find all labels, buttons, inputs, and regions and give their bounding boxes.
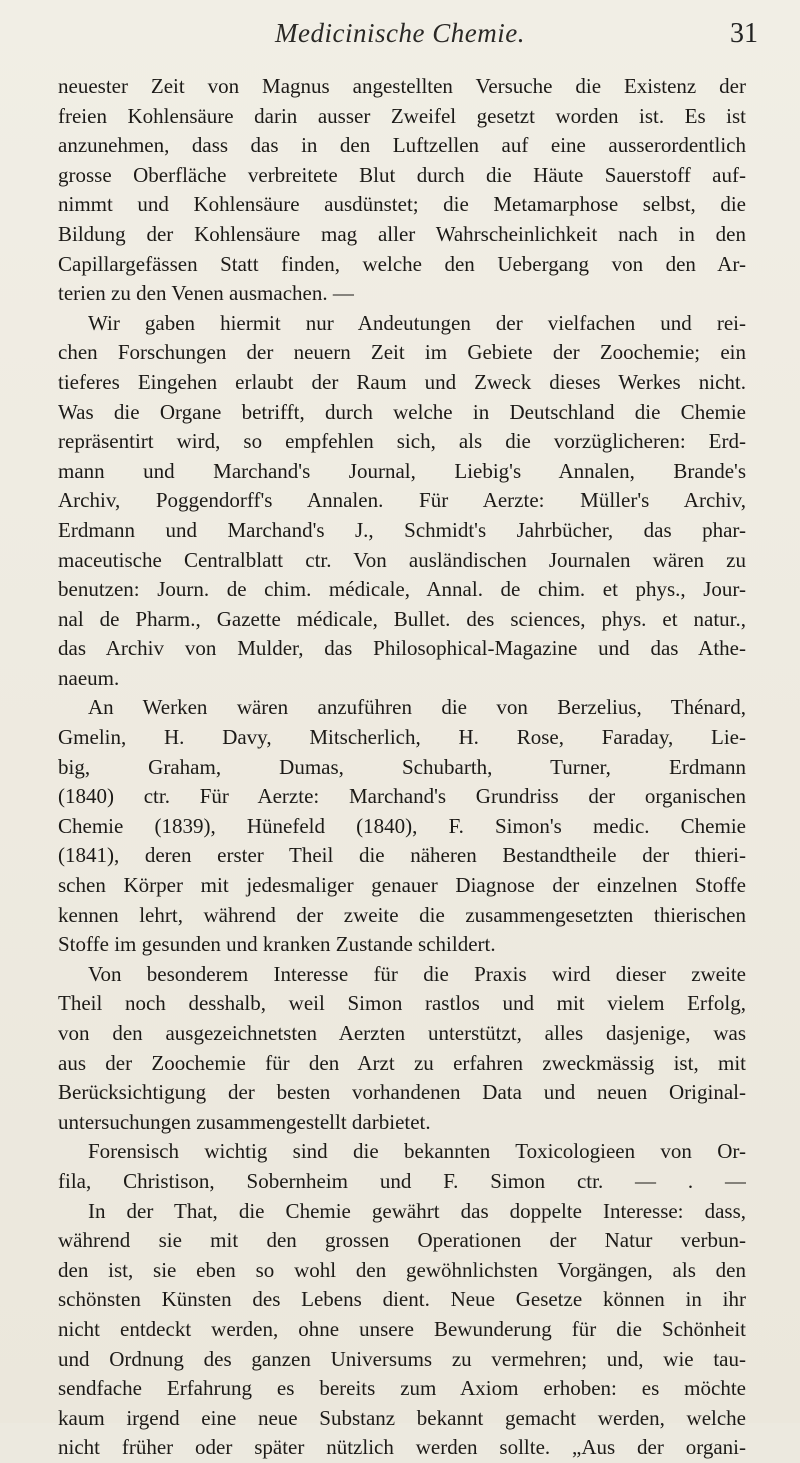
text-line: maceutische Centralblatt ctr. Von ausländischen Journalen wären zu — [58, 547, 746, 572]
text-line: An Werken wären anzuführen die von Berzelius, Thénard, — [88, 695, 746, 720]
text-line: Gmelin, H. Davy, Mitscherlich, H. Rose, Faraday, Lie- — [58, 725, 746, 750]
text-line: nicht entdeckt werden, ohne unsere Bewunderung für die Schönheit — [58, 1316, 746, 1341]
text-line: tieferes Eingehen erlaubt der Raum und Zweck dieses Werkes nicht. — [58, 369, 746, 394]
text-line: Wir gaben hiermit nur Andeutungen der vielfachen und rei- — [88, 310, 746, 335]
text-line: nicht früher oder später nützlich werden sollte. „Aus der organi- — [58, 1435, 746, 1460]
text-line: fila, Christison, Sobernheim und F. Simon ctr. — . — — [58, 1168, 746, 1193]
text-line: kaum irgend eine neue Substanz bekannt gemacht werden, welche — [58, 1405, 746, 1430]
text-line: chen Forschungen der neuern Zeit im Gebiete der Zoochemie; ein — [58, 340, 746, 365]
text-line: während sie mit den grossen Operationen der Natur verbun- — [58, 1228, 746, 1253]
text-line: (1841), deren erster Theil die näheren Bestandtheile der thieri- — [58, 843, 746, 868]
text-line: benutzen: Journ. de chim. médicale, Annal. de chim. et phys., Jour- — [58, 577, 746, 602]
text-line: Capillargefässen Statt finden, welche den Uebergang von den Ar- — [58, 251, 746, 276]
text-line: und Ordnung des ganzen Universums zu vermehren; und, wie tau- — [58, 1346, 746, 1371]
text-line: Von besonderem Interesse für die Praxis wird dieser zweite — [88, 961, 746, 986]
text-line: Archiv, Poggendorff's Annalen. Für Aerzte: Müller's Archiv, — [58, 488, 746, 513]
text-line: nimmt und Kohlensäure ausdünstet; die Metamarphose selbst, die — [58, 192, 746, 217]
text-line: Bildung der Kohlensäure mag aller Wahrscheinlichkeit nach in den — [58, 221, 746, 246]
text-line: repräsentirt wird, so empfehlen sich, als die vorzüglicheren: Erd- — [58, 429, 746, 454]
text-line: Forensisch wichtig sind die bekannten Toxicologieen von Or- — [88, 1139, 746, 1164]
text-line: kennen lehrt, während der zweite die zusammengesetzten thierischen — [58, 902, 746, 927]
text-line: terien zu den Venen ausmachen. — — [58, 281, 354, 306]
page-number: 31 — [730, 18, 758, 49]
running-head — [0, 18, 800, 52]
text-line: big, Graham, Dumas, Schubarth, Turner, Erdmann — [58, 754, 746, 779]
text-line: anzunehmen, dass das in den Luftzellen auf eine ausserordentlich — [58, 133, 746, 158]
text-line: den ist, sie eben so wohl den gewöhnlichsten Vorgängen, als den — [58, 1257, 746, 1282]
body-text — [58, 72, 746, 1463]
text-line: von den ausgezeichnetsten Aerzten unterstützt, alles dasjenige, was — [58, 1021, 746, 1045]
text-line: Stoffe im gesunden und kranken Zustande schildert. — [58, 932, 496, 957]
text-line: naeum. — [58, 665, 120, 690]
text-line: Erdmann und Marchand's J., Schmidt's Jahrbücher, das phar- — [58, 517, 746, 542]
text-line: schen Körper mit jedesmaliger genauer Diagnose der einzelnen Stoffe — [58, 873, 746, 898]
text-line: neuester Zeit von Magnus angestellten Versuche die Existenz der — [58, 74, 746, 98]
running-title: Medicinische Chemie. — [275, 18, 525, 48]
text-line: aus der Zoochemie für den Arzt zu erfahren zweckmässig ist, mit — [58, 1050, 746, 1075]
text-line: freien Kohlensäure darin ausser Zweifel gesetzt worden ist. Es ist — [58, 103, 746, 128]
text-line: mann und Marchand's Journal, Liebig's Annalen, Brande's — [58, 458, 746, 483]
text-line: Theil noch desshalb, weil Simon rastlos und mit vielem Erfolg, — [58, 991, 746, 1016]
text-line: In der That, die Chemie gewährt das doppelte Interesse: dass, — [88, 1198, 746, 1223]
text-line: Berücksichtigung der besten vorhandenen Data und neuen Original- — [58, 1080, 746, 1105]
text-line: sendfache Erfahrung es bereits zum Axiom erhoben: es möchte — [58, 1376, 746, 1401]
text-line: grosse Oberfläche verbreitete Blut durch die Häute Sauerstoff auf- — [58, 162, 746, 187]
text-line: Was die Organe betrifft, durch welche in Deutschland die Chemie — [58, 399, 746, 424]
text-line: Chemie (1839), Hünefeld (1840), F. Simon's medic. Chemie — [58, 813, 746, 838]
text-line: (1840) ctr. Für Aerzte: Marchand's Grundriss der organischen — [58, 784, 746, 809]
text-line: untersuchungen zusammengestellt darbietet. — [58, 1109, 431, 1134]
text-line: das Archiv von Mulder, das Philosophical-Magazine und das Athe- — [58, 636, 746, 661]
text-line: nal de Pharm., Gazette médicale, Bullet. des sciences, phys. et natur., — [58, 606, 746, 631]
text-line: schönsten Künsten des Lebens dient. Neue Gesetze können in ihr — [58, 1287, 746, 1312]
